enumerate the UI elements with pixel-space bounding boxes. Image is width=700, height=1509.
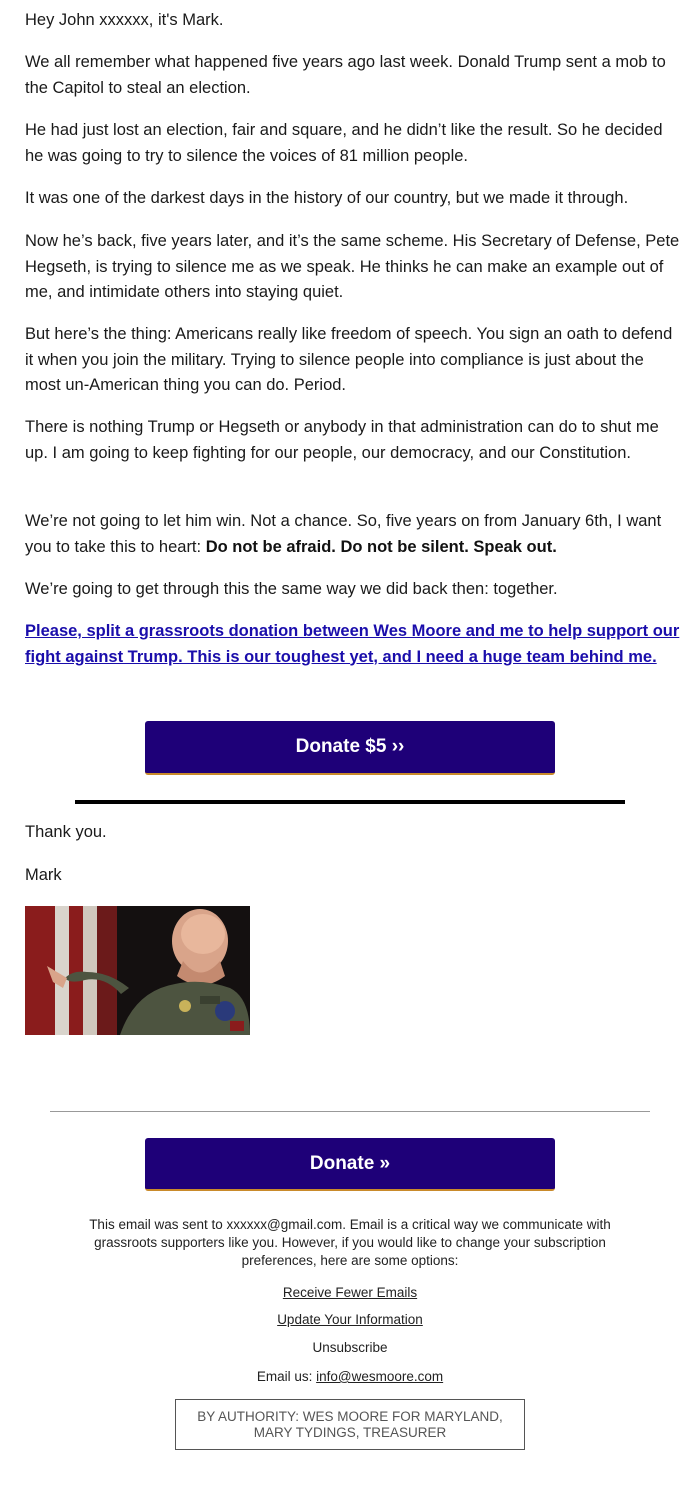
paragraph-8: We’re going to get through this the same way we did back then: together. bbox=[25, 580, 558, 598]
email-us-label: Email us: bbox=[256, 1369, 317, 1384]
footer-email bbox=[75, 1368, 625, 1386]
update-information-link[interactable]: Update Your Information bbox=[277, 1312, 423, 1327]
donate-5-button[interactable]: Donate $5 ›› bbox=[145, 721, 555, 775]
donate-button[interactable]: Donate » bbox=[145, 1138, 555, 1191]
paragraph-5: But here’s the thing: Americans really like freedom of speech. You sign an oath to defend it when you join the military. Trying to silence people into compliance is just about the most un-American thing you can do. Period. bbox=[25, 325, 673, 394]
paragraph-6: There is nothing Trump or Hegseth or anybody in that administration can do to shut me up. I am going to keep fighting for our people, our democracy, and our Constitution. bbox=[25, 418, 659, 462]
paragraph-4: Now he’s back, five years later, and it’s the same scheme. His Secretary of Defense, Pete Hegseth, is trying to silence me as we speak. He thinks he can make an example out of me, and intimidate others into staying quiet. bbox=[25, 232, 680, 301]
email-address-link[interactable]: info@wesmoore.com bbox=[316, 1369, 444, 1384]
paragraph-1: We all remember what happened five years ago last week. Donald Trump sent a mob to the Capitol to steal an election. bbox=[25, 53, 666, 97]
mark-photo bbox=[25, 906, 250, 1035]
signature: Mark bbox=[25, 866, 62, 884]
thank-you: Thank you. bbox=[25, 823, 107, 841]
authority-line-1: BY AUTHORITY: WES MOORE FOR MARYLAND, bbox=[197, 1408, 503, 1424]
footer-divider bbox=[50, 1111, 650, 1112]
paragraph-7-text: We’re not going to let him win. Not a chance. So, five years on from January 6th, I want you to take this to heart: bbox=[25, 512, 662, 556]
footer-option-update bbox=[75, 1311, 625, 1329]
unsubscribe-link[interactable]: Unsubscribe bbox=[312, 1340, 388, 1355]
authority-line-2: MARY TYDINGS, TREASURER bbox=[253, 1424, 447, 1440]
cta-paragraph bbox=[25, 619, 680, 670]
donation-link[interactable]: Please, split a grassroots donation between Wes Moore and me to help support our fight against Trump. This is our toughest yet, and I need a huge team behind me. bbox=[25, 622, 680, 666]
paragraph-7-emphasis: Do not be afraid. Do not be silent. Speak out. bbox=[205, 537, 557, 556]
greeting: Hey John xxxxxx, it's Mark. bbox=[25, 11, 224, 29]
authority-disclaimer bbox=[175, 1399, 525, 1450]
paragraph-7 bbox=[25, 509, 680, 560]
divider bbox=[75, 800, 625, 804]
paragraph-2: He had just lost an election, fair and square, and he didn’t like the result. So he decided he was going to try to silence the voices of 81 million people. bbox=[25, 121, 663, 165]
paragraph-3: It was one of the darkest days in the history of our country, but we made it through. bbox=[25, 189, 629, 207]
footer-notice: This email was sent to xxxxxx@gmail.com. Email is a critical way we communicate with grassroots supporters like you. However, if you would like to change your subscription preferences, here are some options: bbox=[89, 1217, 611, 1268]
footer-option-fewer bbox=[75, 1284, 625, 1302]
receive-fewer-emails-link[interactable]: Receive Fewer Emails bbox=[282, 1285, 418, 1300]
